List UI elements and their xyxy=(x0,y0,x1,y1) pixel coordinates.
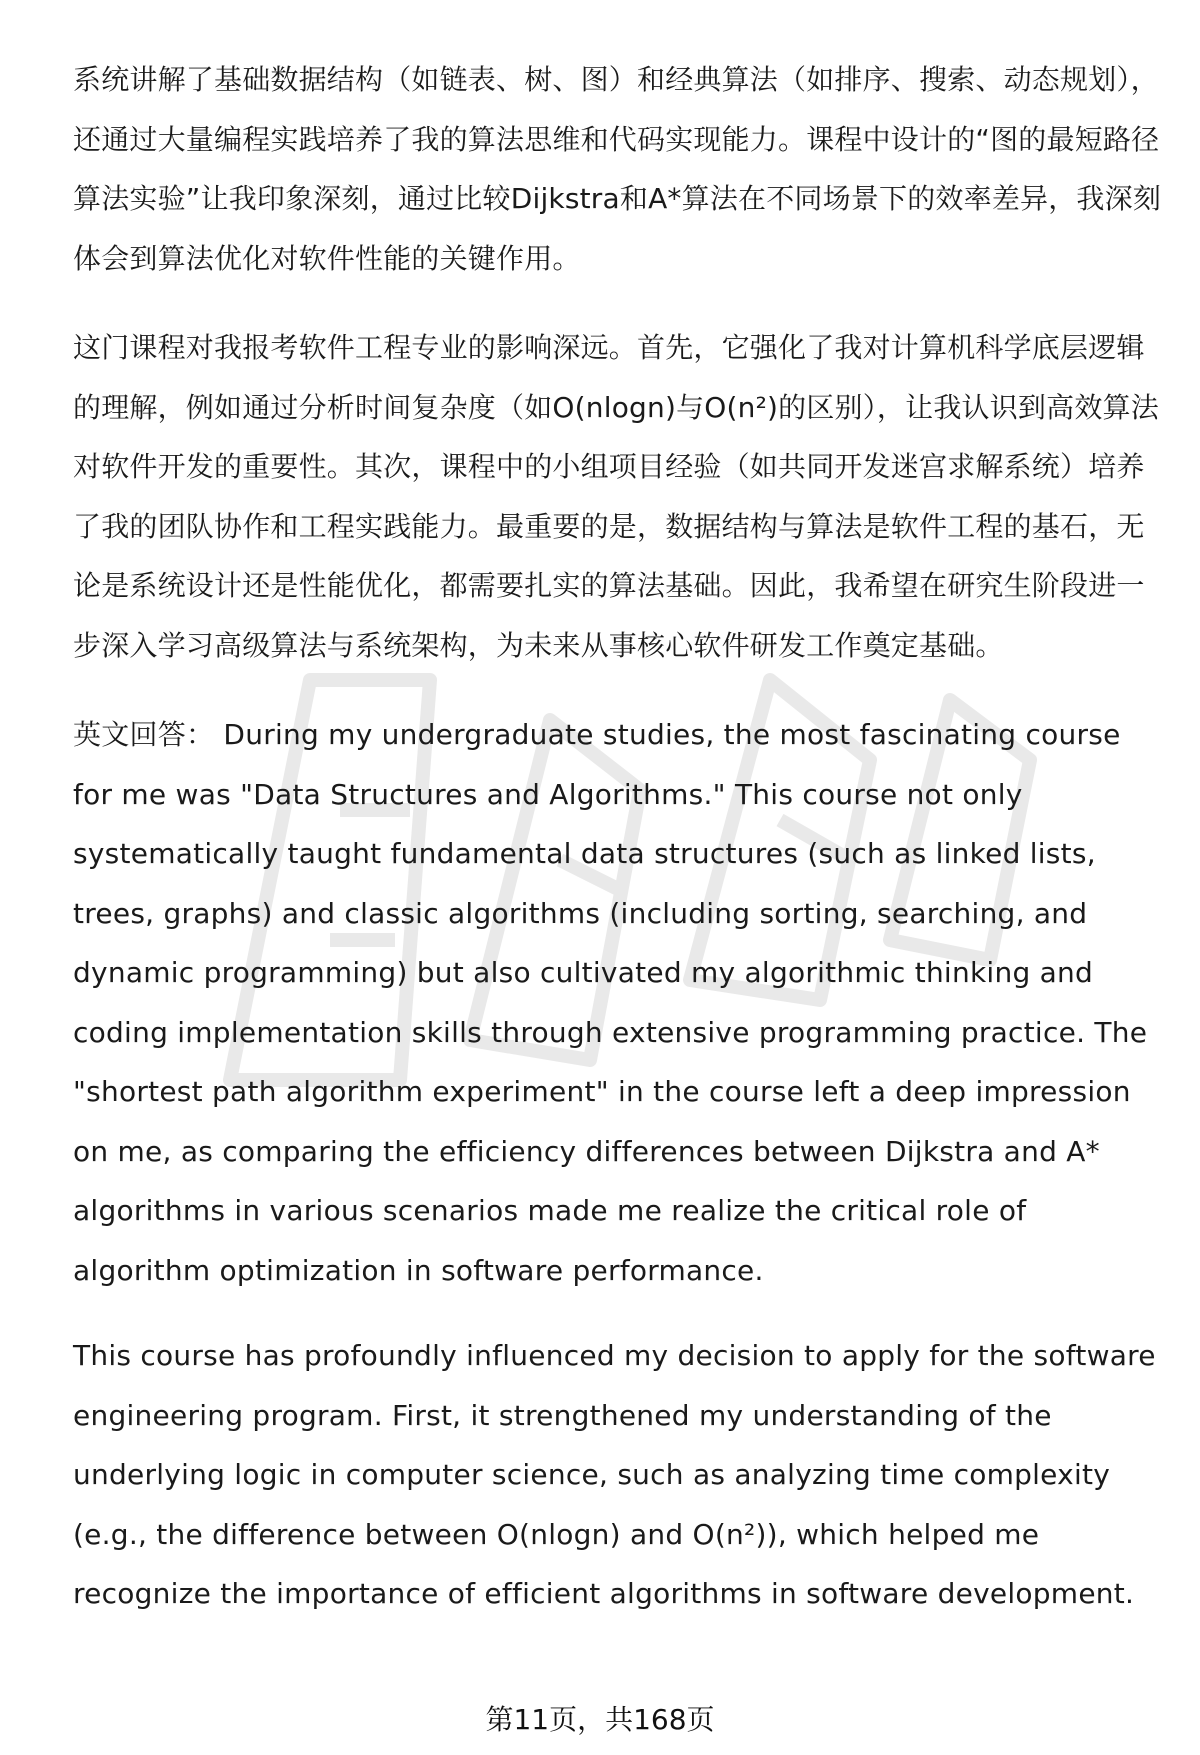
paragraph-zh-1: 系统讲解了基础数据结构（如链表、树、图）和经典算法（如排序、搜索、动态规划），还通过大量编程实践培养了我的算法思维和代码实现能力。课程中设计的“图的最短路径算法实验”让我印象深刻，通过比较Dijkstra和A*算法在不同场景下的效率差异，我深刻体会到算法优化对软件性能的关键作用。 xyxy=(73,63,1162,275)
paragraph-en-1: 英文回答： During my undergraduate studies, the most fascinating course for me was "Data Structures and Algorithms." This course not only systematically taught fundamental data structures (such as linked lists, trees, graphs) and classic algorithms (including sorting, searching, and dynamic programming) but also cultivated my algorithmic thinking and coding implementation skills through extensive programming practice. The "shortest path algorithm experiment" in the course left a deep impression on me, as comparing the efficiency differences between Dijkstra and A* algorithms in various scenarios made me realize the critical role of algorithm optimization in software performance. xyxy=(73,718,1148,1287)
document-body xyxy=(73,50,1163,1624)
page-number-footer: 第11页，共168页 xyxy=(485,1703,715,1736)
paragraph-zh-2: 这门课程对我报考软件工程专业的影响深远。首先，它强化了我对计算机科学底层逻辑的理解，例如通过分析时间复杂度（如O(nlogn)与O(n²)的区别），让我认识到高效算法对软件开发的重要性。其次，课程中的小组项目经验（如共同开发迷宫求解系统）培养了我的团队协作和工程实践能力。最重要的是，数据结构与算法是软件工程的基石，无论是系统设计还是性能优化，都需要扎实的算法基础。因此，我希望在研究生阶段进一步深入学习高级算法与系统架构，为未来从事核心软件研发工作奠定基础。 xyxy=(73,331,1159,662)
paragraph-en-2: This course has profoundly influenced my decision to apply for the software engineering program. First, it strengthened my understanding of the underlying logic in computer science, such as analyzing time complexity (e.g., the difference between O(nlogn) and O(n²)), which helped me recognize the importance of efficient algorithms in software development. xyxy=(73,1339,1156,1610)
